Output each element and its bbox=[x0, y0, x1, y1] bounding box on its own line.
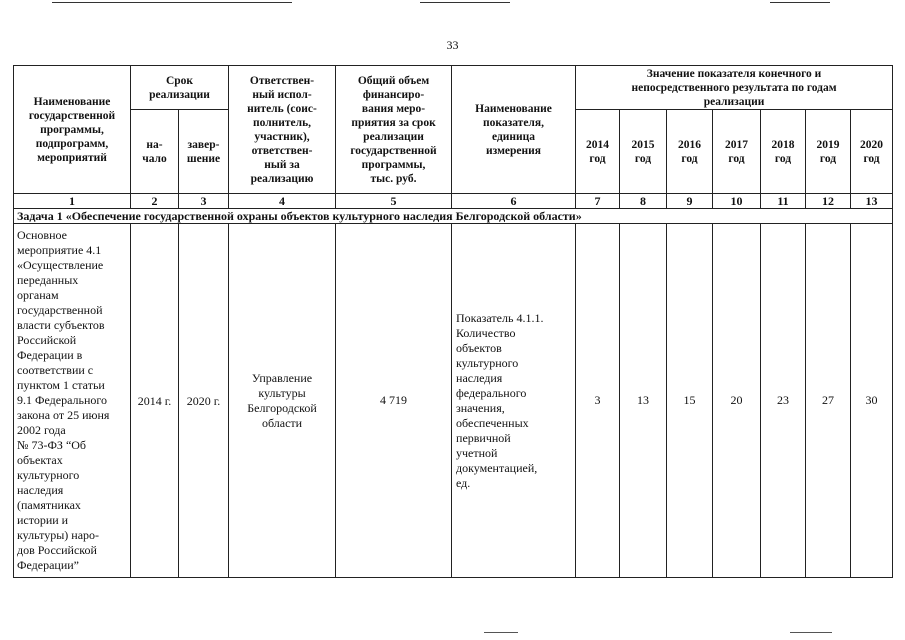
column-number: 2 bbox=[131, 194, 179, 209]
header-year-2018: 2018 год bbox=[761, 110, 806, 194]
column-number: 7 bbox=[576, 194, 620, 209]
column-number: 3 bbox=[179, 194, 229, 209]
top-rule-mid bbox=[420, 2, 510, 3]
row-start: 2014 г. bbox=[131, 224, 179, 578]
top-rule-left bbox=[52, 2, 292, 3]
header-year-2015: 2015 год bbox=[620, 110, 667, 194]
header-year-2014: 2014 год bbox=[576, 110, 620, 194]
program-table bbox=[13, 65, 893, 578]
row-value-2016: 15 bbox=[667, 224, 713, 578]
page-number: 33 bbox=[446, 38, 459, 52]
row-value-2018: 23 bbox=[761, 224, 806, 578]
header-year-2017: 2017 год bbox=[713, 110, 761, 194]
header-responsible: Ответствен- ный испол- нитель (соис- полнитель, участник), ответствен- ный за реализацию bbox=[229, 66, 336, 194]
header-year-2019: 2019 год bbox=[806, 110, 851, 194]
row-value-2019: 27 bbox=[806, 224, 851, 578]
top-rule-right bbox=[770, 2, 830, 3]
column-number: 8 bbox=[620, 194, 667, 209]
task-title: Задача 1 «Обеспечение государственной охраны объектов культурного наследия Белгородской области» bbox=[14, 209, 893, 224]
row-responsible: Управление культуры Белгородской области bbox=[229, 224, 336, 578]
header-program-name: Наименование государственной программы, подпрограмм, мероприятий bbox=[14, 66, 131, 194]
column-number: 12 bbox=[806, 194, 851, 209]
header-year-2016: 2016 год bbox=[667, 110, 713, 194]
column-number: 10 bbox=[713, 194, 761, 209]
header-row-1 bbox=[14, 66, 893, 110]
header-year-2020: 2020 год bbox=[851, 110, 893, 194]
header-term-end: завер- шение bbox=[179, 110, 229, 194]
header-values-group: Значение показателя конечного и непосредственного результата по годам реализации bbox=[576, 66, 893, 110]
row-value-2017: 20 bbox=[713, 224, 761, 578]
row-value-2015: 13 bbox=[620, 224, 667, 578]
row-program-name: Основное мероприятие 4.1 «Осуществление переданных органам государственной власти субъектов Российской Федерации в соответствии с пунктом 1 статьи 9.1 Федерального закона от 25 июня 2002 года № 73-ФЗ “Об объектах культурного наследия (памятниках истории и культуры) наро- дов Российской Федерации” bbox=[14, 224, 131, 578]
header-funding: Общий объем финансиро- вания меро- приятия за срок реализации государственной программы, тыс. руб. bbox=[336, 66, 452, 194]
column-number: 9 bbox=[667, 194, 713, 209]
row-indicator: Показатель 4.1.1. Количество объектов культурного наследия федерального значения, обеспеченных первичной учетной документацией, ед. bbox=[452, 224, 576, 578]
column-number: 11 bbox=[761, 194, 806, 209]
row-value-2014: 3 bbox=[576, 224, 620, 578]
bottom-rule-right bbox=[790, 632, 832, 633]
row-funding: 4 719 bbox=[336, 224, 452, 578]
table-row bbox=[14, 224, 893, 578]
column-number: 6 bbox=[452, 194, 576, 209]
column-number: 1 bbox=[14, 194, 131, 209]
row-value-2020: 30 bbox=[851, 224, 893, 578]
column-number: 13 bbox=[851, 194, 893, 209]
column-numbers-row bbox=[14, 194, 893, 209]
column-number: 5 bbox=[336, 194, 452, 209]
header-term: Срок реализации bbox=[131, 66, 229, 110]
column-number: 4 bbox=[229, 194, 336, 209]
header-indicator: Наименование показателя, единица измерения bbox=[452, 66, 576, 194]
task-row bbox=[14, 209, 893, 224]
header-term-start: на- чало bbox=[131, 110, 179, 194]
bottom-rule-mid bbox=[484, 632, 518, 633]
row-end: 2020 г. bbox=[179, 224, 229, 578]
